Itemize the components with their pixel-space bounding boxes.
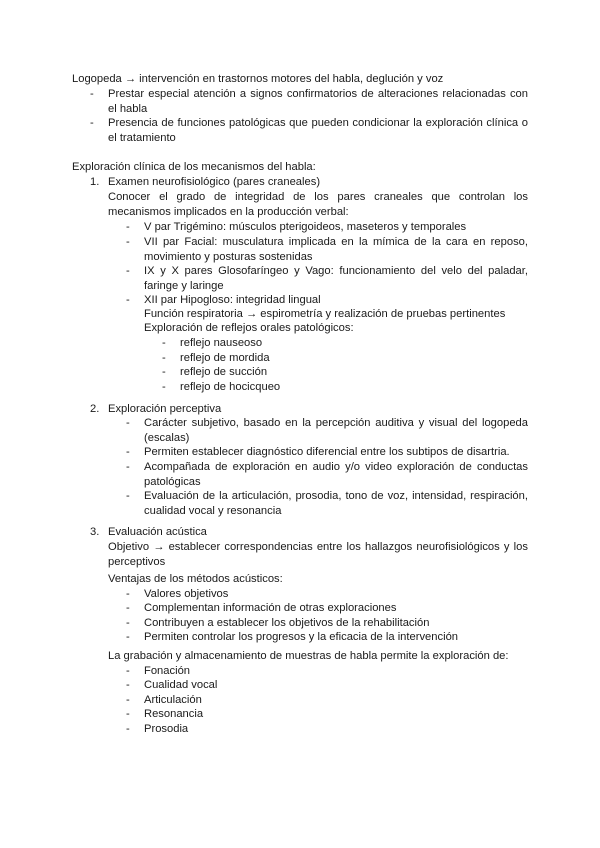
bullet-dash: - — [126, 446, 130, 458]
list-item: Evaluación de la articulación, prosodia, tono de voz, intensidad, respiración, cualidad vocal y resonancia — [144, 490, 528, 517]
section-number: 3. — [90, 526, 100, 538]
list-item: Permiten establecer diagnóstico diferencial entre los subtipos de disartria. — [144, 446, 510, 458]
section-title: Evaluación acústica — [108, 526, 207, 538]
section-intro: Conocer el grado de integridad de los pares craneales que controlan los mecanismos implicados en la producción verbal: — [108, 191, 528, 218]
bullet-dash: - — [126, 490, 130, 502]
bullet-dash: - — [90, 88, 94, 100]
bullet-dash: - — [126, 417, 130, 429]
bullet-dash: - — [126, 461, 130, 473]
objetivo-text: Objetivo → establecer correspondencias entre los hallazgos neurofisiológicos y los perceptivos — [108, 541, 528, 568]
bullet-dash: - — [162, 381, 166, 393]
list-item: Cualidad vocal — [144, 679, 218, 691]
list-item: Carácter subjetivo, basado en la percepción auditiva y visual del logopeda (escalas) — [144, 417, 528, 444]
bullet-dash: - — [90, 117, 94, 129]
bullet-dash: - — [162, 366, 166, 378]
bullet-dash: - — [126, 265, 130, 277]
reflejo-item: reflejo de mordida — [180, 352, 270, 364]
bullet-dash: - — [126, 602, 130, 614]
bullet-dash: - — [126, 665, 130, 677]
section-title: Examen neurofisiológico (pares craneales) — [108, 176, 321, 188]
list-item: V par Trigémino: músculos pterigoideos, maseteros y temporales — [144, 221, 467, 233]
section-title: Exploración perceptiva — [108, 403, 222, 415]
intro-bullet-1: Prestar especial atención a signos confirmatorios de alteraciones relacionadas con el habla — [108, 88, 528, 115]
bullet-dash: - — [126, 723, 130, 735]
list-item: Valores objetivos — [144, 588, 229, 600]
bullet-dash: - — [126, 236, 130, 248]
intro-bullet-2: Presencia de funciones patológicas que pueden condicionar la exploración clínica o el tratamiento — [108, 117, 528, 144]
section-number: 2. — [90, 403, 100, 415]
bullet-dash: - — [126, 294, 130, 306]
list-item: VII par Facial: musculatura implicada en la mímica de la cara en reposo, movimiento y posturas sostenidas — [144, 236, 528, 263]
list-item: Resonancia — [144, 708, 204, 720]
bullet-dash: - — [126, 679, 130, 691]
reflejo-item: reflejo de hocicqueo — [180, 381, 281, 393]
reflejo-item: reflejo nauseoso — [180, 337, 263, 349]
bullet-dash: - — [126, 631, 130, 643]
extra-line: Función respiratoria → espirometría y realización de pruebas pertinentes — [144, 308, 506, 320]
list-item: IX y X pares Glosofaríngeo y Vago: funcionamiento del velo del paladar, faringe y laringe — [144, 265, 528, 292]
extra-line: Exploración de reflejos orales patológicos: — [144, 322, 354, 334]
bullet-dash: - — [126, 588, 130, 600]
list-item: Acompañada de exploración en audio y/o video exploración de conductas patológicas — [144, 461, 528, 488]
bullet-dash: - — [126, 708, 130, 720]
bullet-dash: - — [126, 694, 130, 706]
list-item: Fonación — [144, 665, 191, 677]
reflejo-item: reflejo de succión — [180, 366, 268, 378]
exploracion-heading: Exploración clínica de los mecanismos del habla: — [72, 161, 316, 173]
grabacion-label: La grabación y almacenamiento de muestras de habla permite la exploración de: — [108, 650, 509, 662]
list-item: Contribuyen a establecer los objetivos de la rehabilitación — [144, 617, 430, 629]
bullet-dash: - — [126, 617, 130, 629]
intro-heading: Logopeda → intervención en trastornos motores del habla, deglución y voz — [72, 73, 444, 85]
list-item: Complementan información de otras exploraciones — [144, 602, 397, 614]
bullet-dash: - — [162, 352, 166, 364]
list-item: Articulación — [144, 694, 202, 706]
list-item: Prosodia — [144, 723, 189, 735]
list-item: XII par Hipogloso: integridad lingual — [144, 294, 321, 306]
bullet-dash: - — [162, 337, 166, 349]
bullet-dash: - — [126, 221, 130, 233]
list-item: Permiten controlar los progresos y la eficacia de la intervención — [144, 631, 459, 643]
section-number: 1. — [90, 176, 100, 188]
ventajas-label: Ventajas de los métodos acústicos: — [108, 573, 283, 585]
